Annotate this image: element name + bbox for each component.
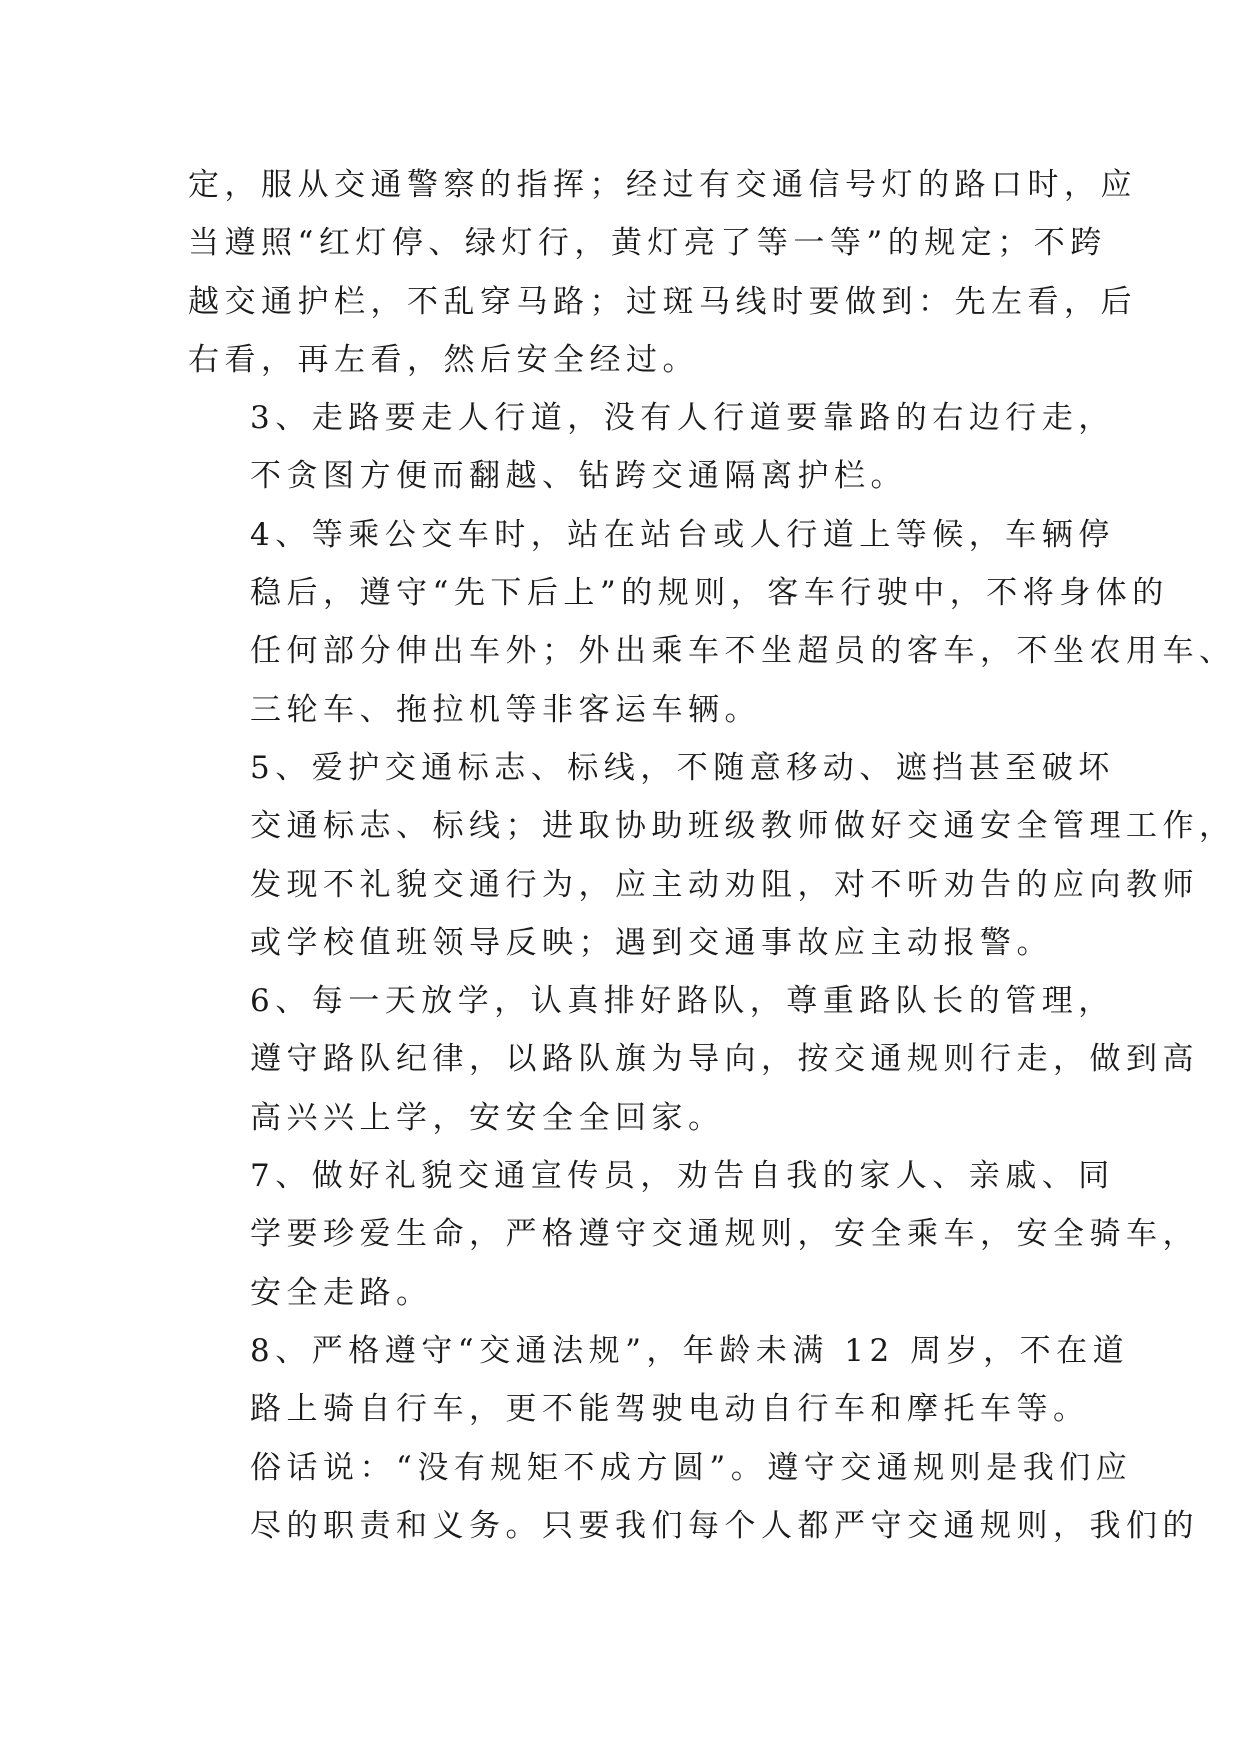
paragraph-item-8 xyxy=(188,1322,1130,1439)
text-line: 或学校值班领导反映；遇到交通事故应主动报警。 xyxy=(250,924,1053,961)
text-line: 7、做好礼貌交通宣传员，劝告自我的家人、亲戚、同 xyxy=(250,1158,1115,1195)
text-line: 高兴兴上学，安安全全回家。 xyxy=(250,1099,725,1136)
text-line: 学要珍爱生命，严格遵守交通规则，安全乘车，安全骑车， xyxy=(250,1216,1199,1253)
paragraph-item-3 xyxy=(188,389,1115,506)
paragraph-continuation xyxy=(188,156,1137,389)
text-line: 不贪图方便而翻越、钻跨交通隔离护栏。 xyxy=(250,458,907,495)
text-line: 右看，再左看，然后安全经过。 xyxy=(188,341,699,378)
text-line: 8、严格遵守“交通法规”，年龄未满 12 周岁，不在道 xyxy=(250,1332,1130,1369)
text-line: 3、走路要走人行道，没有人行道要靠路的右边行走， xyxy=(250,400,1115,437)
paragraph-item-7 xyxy=(188,1147,1199,1322)
text-line: 当遵照“红灯停、绿灯行，黄灯亮了等一等”的规定；不跨 xyxy=(188,225,1107,262)
text-line: 遵守路队纪律，以路队旗为导向，按交通规则行走，做到高 xyxy=(250,1041,1199,1078)
paragraph-item-6 xyxy=(188,972,1199,1147)
text-line: 俗话说：“没有规矩不成方圆”。遵守交通规则是我们应 xyxy=(250,1449,1133,1486)
text-line: 交通标志、标线；进取协助班级教师做好交通安全管理工作， xyxy=(250,808,1236,845)
text-line: 定，服从交通警察的指挥；经过有交通信号灯的路口时，应 xyxy=(188,167,1137,203)
text-line: 6、每一天放学，认真排好路队，尊重路队长的管理， xyxy=(250,983,1115,1020)
text-line: 越交通护栏，不乱穿马路；过斑马线时要做到：先左看，后 xyxy=(188,283,1137,320)
text-line: 路上骑自行车，更不能驾驶电动自行车和摩托车等。 xyxy=(250,1391,1090,1428)
text-line: 尽的职责和义务。只要我们每个人都严守交通规则，我们的 xyxy=(250,1507,1199,1544)
text-line: 4、等乘公交车时，站在站台或人行道上等候，车辆停 xyxy=(250,516,1115,553)
text-line: 三轮车、拖拉机等非客运车辆。 xyxy=(250,691,761,728)
paragraph-conclusion xyxy=(188,1439,1199,1556)
paragraph-item-5 xyxy=(188,739,1236,972)
text-line: 任何部分伸出车外；外出乘车不坐超员的客车，不坐农用车、 xyxy=(250,633,1236,670)
text-line: 发现不礼貌交通行为，应主动劝阻，对不听劝告的应向教师 xyxy=(250,866,1199,903)
paragraph-item-4 xyxy=(188,506,1236,739)
body-text xyxy=(188,156,1236,1555)
text-line: 安全走路。 xyxy=(250,1274,433,1311)
text-line: 5、爱护交通标志、标线，不随意移动、遮挡甚至破坏 xyxy=(250,749,1115,786)
text-line: 稳后，遵守“先下后上”的规则，客车行驶中，不将身体的 xyxy=(250,575,1169,612)
